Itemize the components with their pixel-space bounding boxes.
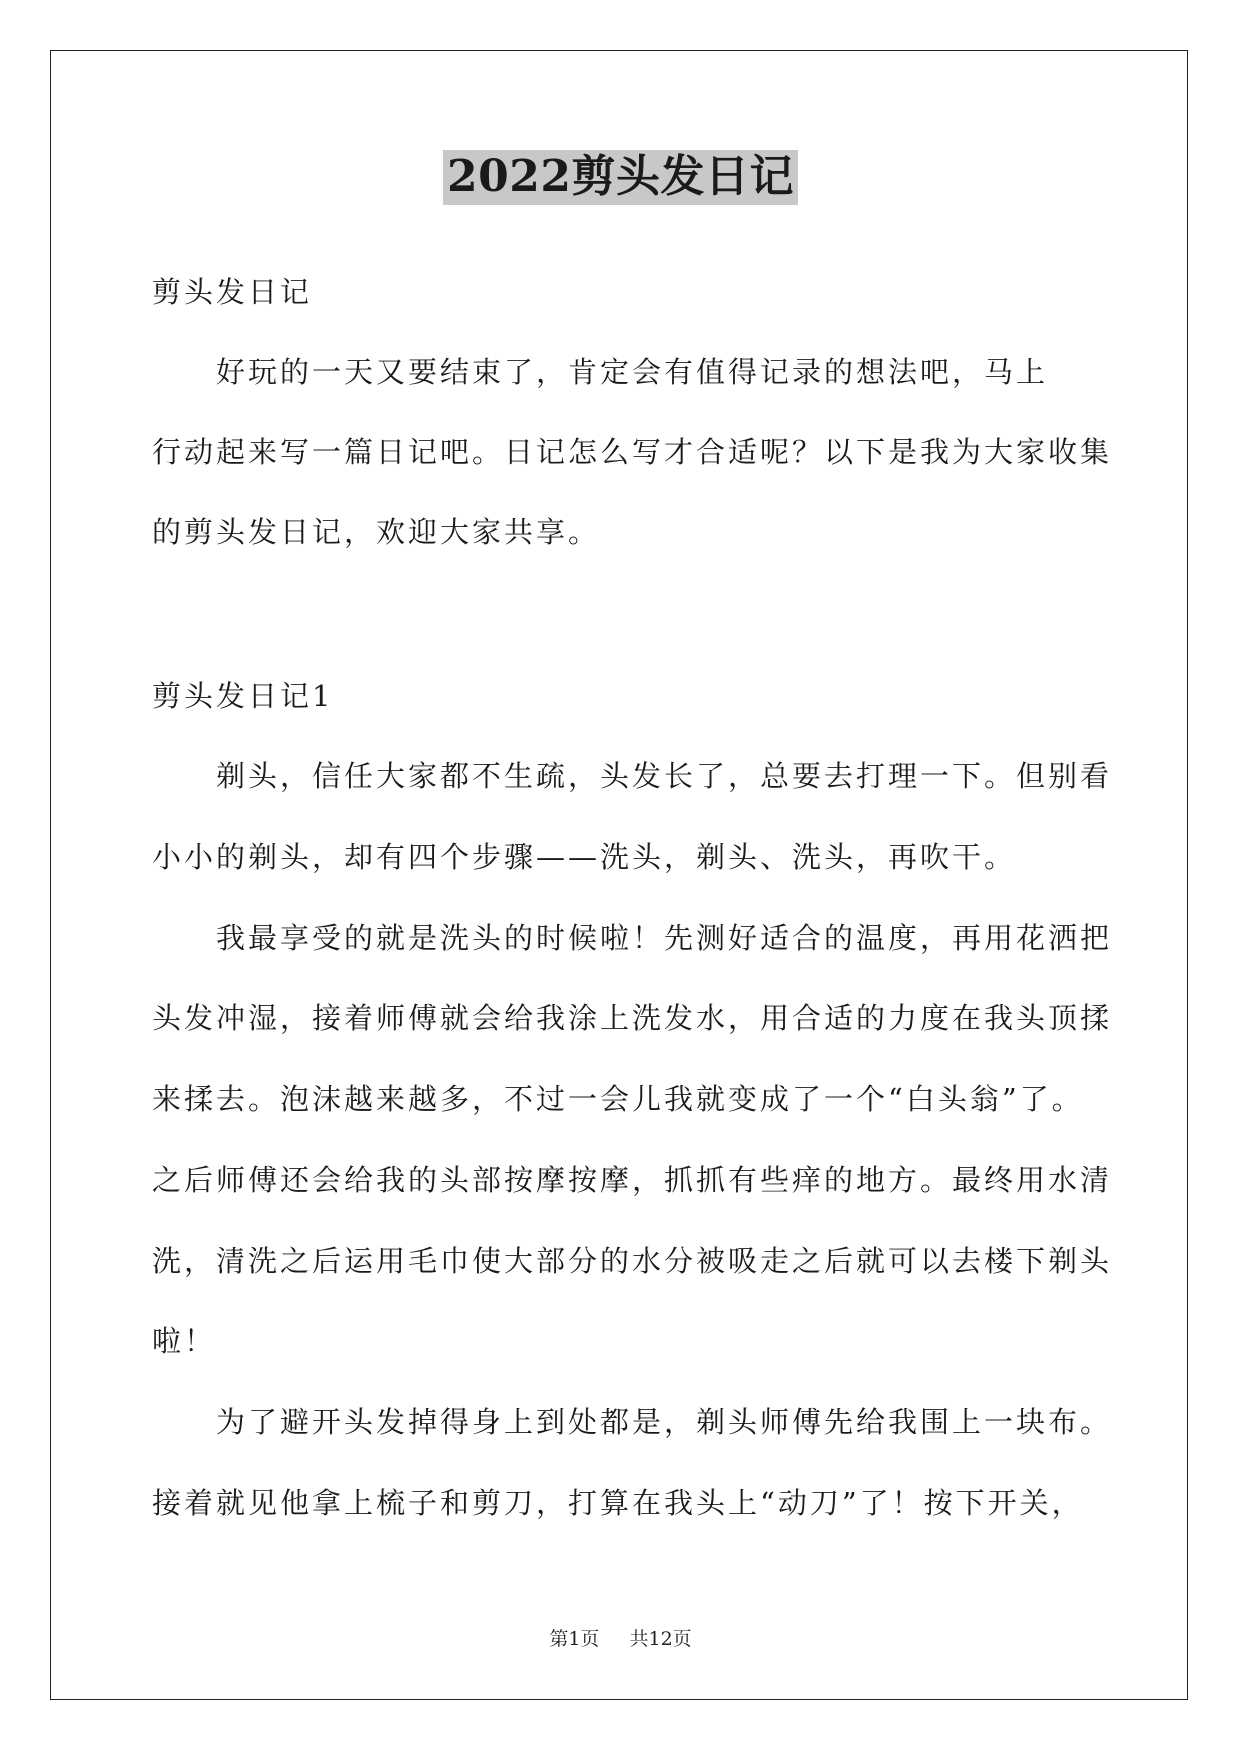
paragraph-line: 为了避开头发掉得身上到处都是，剃头师傅先给我围上一块布。 bbox=[152, 1405, 1113, 1439]
paragraph-line: 洗，清洗之后运用毛巾使大部分的水分被吸走之后就可以去楼下剃头 bbox=[152, 1244, 1113, 1278]
paragraph-line: 行动起来写一篇日记吧。日记怎么写才合适呢？以下是我为大家收集 bbox=[152, 435, 1113, 469]
page-number: 第1页 bbox=[549, 1628, 600, 1650]
paragraph-line: 头发冲湿，接着师傅就会给我涂上洗发水，用合适的力度在我头顶揉 bbox=[152, 1001, 1113, 1035]
document-title bbox=[0, 150, 1241, 205]
section-heading-line: 剪头发日记1 bbox=[152, 679, 334, 713]
paragraph-line: 接着就见他拿上梳子和剪刀，打算在我头上“动刀”了！按下开关， bbox=[152, 1486, 1084, 1520]
paragraph-line: 之后师傅还会给我的头部按摩按摩，抓抓有些痒的地方。最终用水清 bbox=[152, 1163, 1113, 1197]
page-footer bbox=[0, 1624, 1241, 1651]
paragraph-line: 好玩的一天又要结束了，肯定会有值得记录的想法吧，马上 bbox=[152, 355, 1049, 389]
document-title-text: 2022剪头发日记 bbox=[443, 150, 798, 205]
heading-line: 剪头发日记 bbox=[152, 275, 313, 309]
paragraph-line: 来揉去。泡沫越来越多，不过一会儿我就变成了一个“白头翁”了。 bbox=[152, 1082, 1084, 1116]
paragraph-line: 我最享受的就是洗头的时候啦！先测好适合的温度，再用花洒把 bbox=[152, 921, 1113, 955]
paragraph-line: 的剪头发日记，欢迎大家共享。 bbox=[152, 515, 601, 549]
page-total: 共12页 bbox=[629, 1628, 692, 1650]
paragraph-line: 剃头，信任大家都不生疏，头发长了，总要去打理一下。但别看 bbox=[152, 759, 1113, 793]
paragraph-line: 小小的剃头，却有四个步骤——洗头，剃头、洗头，再吹干。 bbox=[152, 840, 1017, 874]
paragraph-line: 啦！ bbox=[152, 1324, 217, 1358]
